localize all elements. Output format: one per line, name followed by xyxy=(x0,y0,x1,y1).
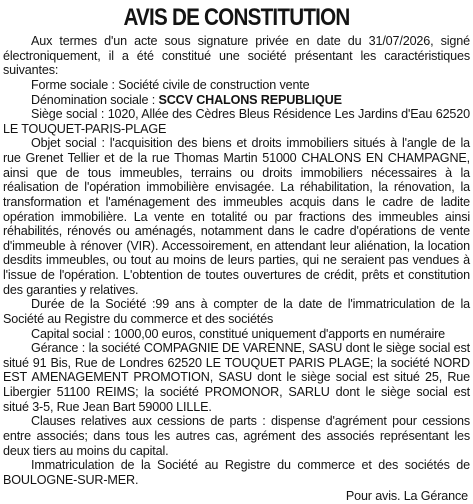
denomination-line xyxy=(3,93,470,108)
gerance-paragraph: Gérance : la société COMPAGNIE DE VARENNE, SASU dont le siège social est situé 91 Bis, Rue de Londres 62520 LE TOUQUET PARIS PLAGE; la société NORD EST AMENAGEMENT PROMOTION, SASU dont le siège social est situé 25, Rue Libergier 51100 REIMS; la société PROMONOR, SARLU dont le siège social est situé 3-5, Rue Jean Bart 59000 LILLE. xyxy=(3,341,470,414)
denomination-label: Dénomination sociale : xyxy=(31,92,159,107)
intro-paragraph: Aux termes d'un acte sous signature privée en date du 31/07/2026, signé électroniquement, il a été constitué une société présentant les caractéristiques suivantes: xyxy=(3,34,470,78)
capital-paragraph: Capital social : 1000,00 euros, constitué uniquement d'apports en numéraire xyxy=(31,326,446,341)
forme-sociale-value: Société civile de construction vente xyxy=(118,77,310,92)
duree-paragraph: Durée de la Société :99 ans à compter de la date de l'immatriculation de la Société au Registre du commerce et des sociétés xyxy=(3,297,470,326)
immatriculation-paragraph: Immatriculation de la Société au Registre du commerce et des sociétés de BOULOGNE-SUR-MER. xyxy=(3,458,470,487)
objet-social-paragraph: Objet social : l'acquisition des biens et droits immobiliers situés à l'angle de la rue Grenet Tellier et de la rue Thomas Martin 51000 CHALONS EN CHAMPAGNE, ainsi que de tous immeubles, terrains ou droits immobiliers nécessaires à la réalisation de l'opération immobilière envisagée. La réhabilitation, la rénovation, la transformation et l'aménagement des immeubles acquis dans le cadre de ladite opération immobilière. La vente en totalité ou par fractions des immeubles ainsi réhabilités, rénovés ou aménagés, notamment dans le cadre d'opérations de vente d'immeuble à rénover (VIR). Accessoirement, en attendant leur aliénation, la location desdits immeubles, ou tout au moins de leurs parties, qui ne seraient pas vendues à l'issue de l'opération. L'obtention de toutes ouvertures de crédit, prêts et constitution des garanties y relatives. xyxy=(3,136,470,297)
signature-line: Pour avis. La Gérance xyxy=(345,489,468,504)
clauses-paragraph: Clauses relatives aux cessions de parts : dispense d'agrément pour cessions entre associés; dans tous les autres cas, agrément des associés représentant les deux tiers au moins du capital. xyxy=(3,414,470,458)
forme-sociale-label: Forme sociale : xyxy=(31,77,119,92)
company-name: SCCV CHALONS REPUBLIQUE xyxy=(158,92,342,107)
siege-social-paragraph: Siège social : 1020, Allée des Cèdres Bleus Résidence Les Jardins d'Eau 62520 LE TOUQUET-PARIS-PLAGE xyxy=(3,107,470,136)
notice-title: AVIS DE CONSTITUTION xyxy=(123,4,350,31)
forme-sociale-line xyxy=(3,78,470,93)
